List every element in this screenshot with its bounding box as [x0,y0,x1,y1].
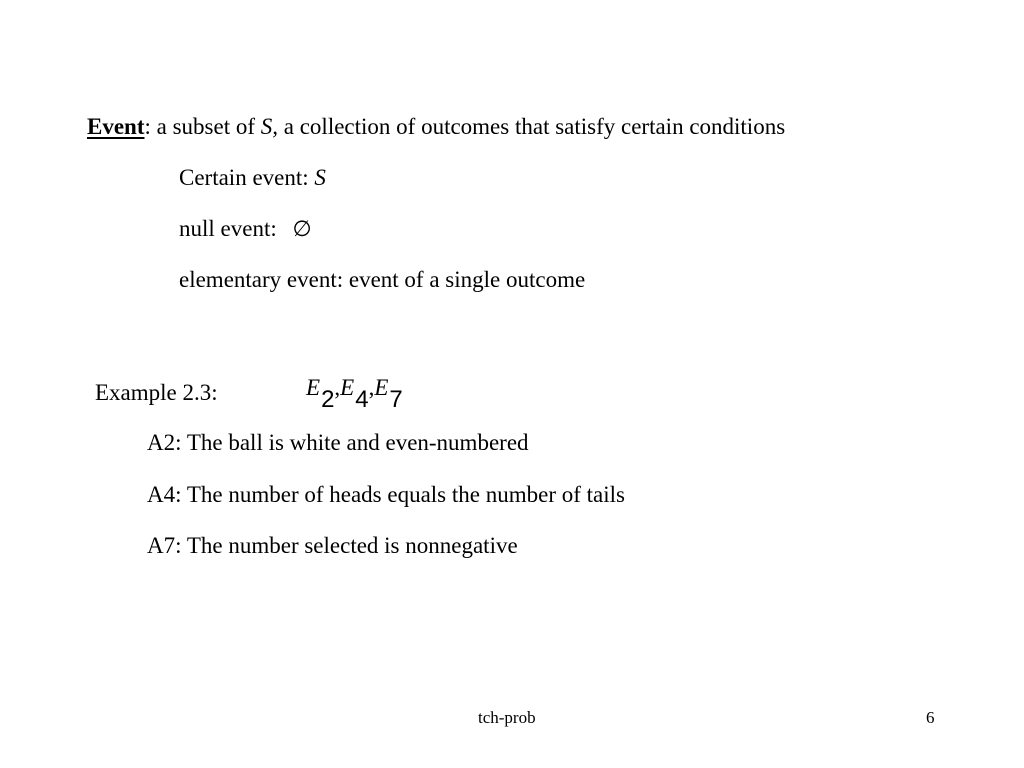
elementary-event-text: elementary event: event of a single outcome [179,267,586,292]
null-event-label: null event: [179,216,283,241]
example-label [95,378,218,408]
definition-text-after: a collection of outcomes that satisfy certain conditions [278,114,786,139]
example-line-a4: A4: The number of heads equals the number of tails [147,482,625,507]
example-line-a2: A2: The ball is white and even-numbered [147,430,529,455]
certain-event-symbol: S [314,165,326,190]
empty-set-symbol: ∅ [292,217,312,242]
null-event-line [179,214,312,245]
certain-event-line [179,163,326,193]
example-line-a7: A7: The number selected is nonnegative [147,533,518,558]
event-e7: E7 [374,375,403,413]
example-events-expression [306,373,403,413]
event-term: Event [87,114,145,139]
example-label-text: Example 2.3: [95,380,218,405]
event-e4: E4, [340,375,375,413]
footer-title: tch-prob [478,708,536,727]
elementary-event-line [179,265,585,295]
event-definition [87,112,785,142]
event-e2: E2, [306,375,341,413]
definition-text-before: : a subset of [144,114,261,139]
sample-space-symbol: S, [260,114,279,139]
page-number: 6 [926,708,935,727]
certain-event-label: Certain event: [179,165,315,190]
